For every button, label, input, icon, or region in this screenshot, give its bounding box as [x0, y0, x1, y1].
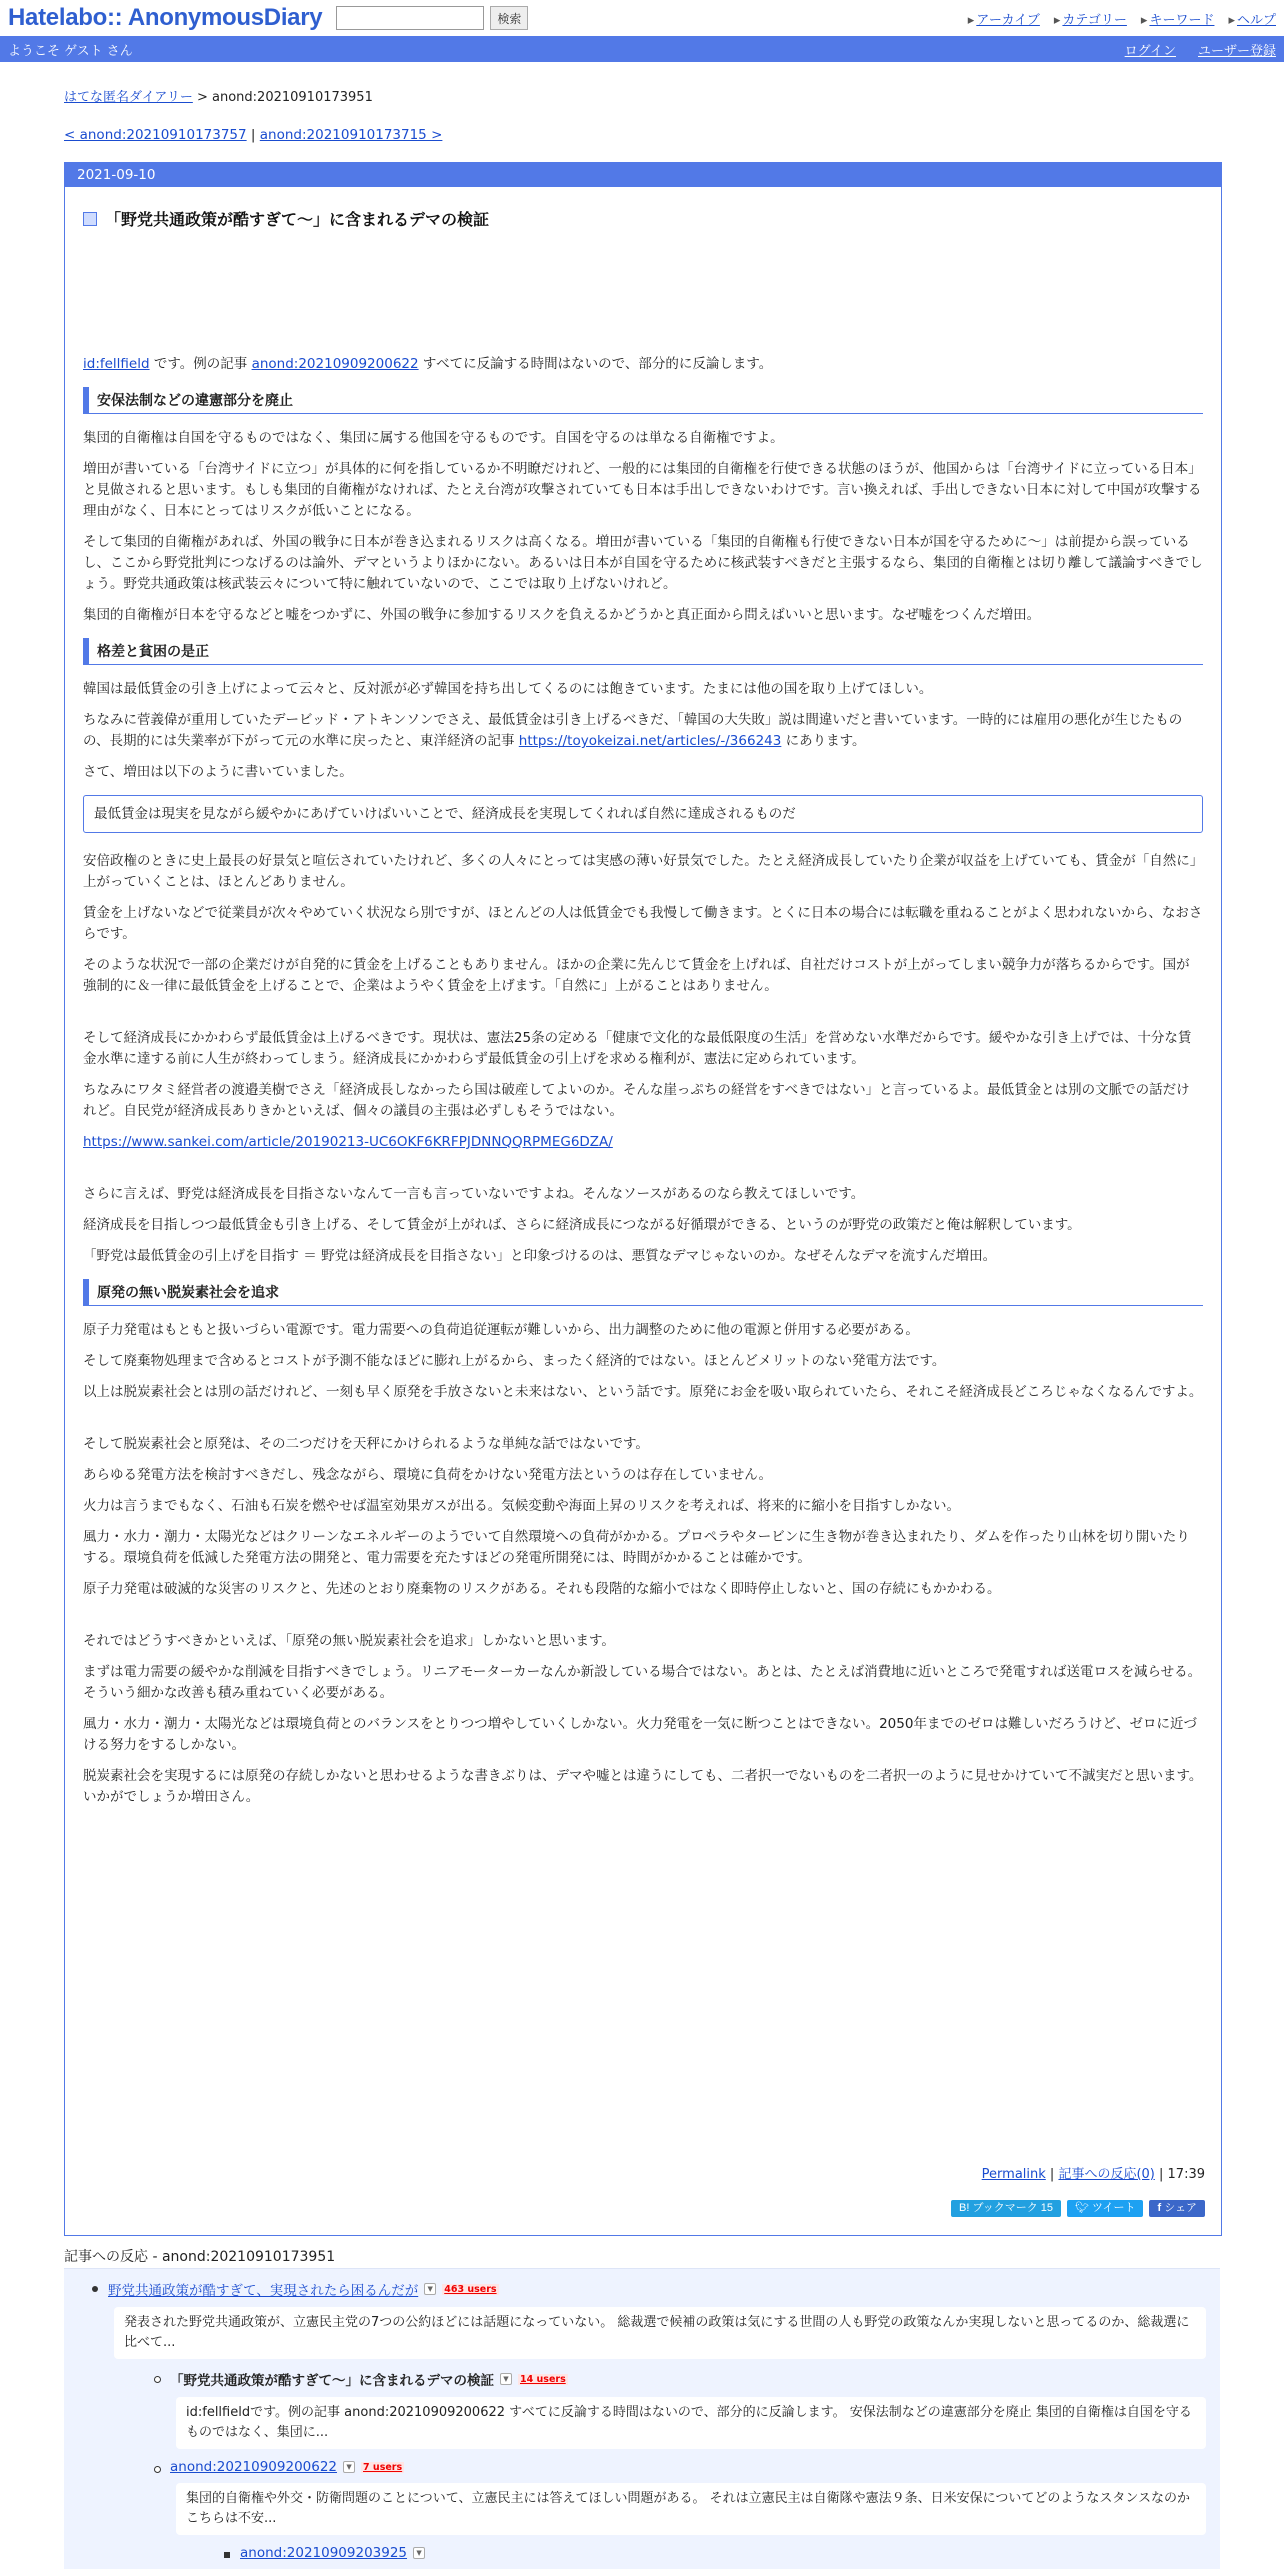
- chevron-down-icon[interactable]: ▼: [500, 2373, 512, 2385]
- entry-date: 2021-09-10: [65, 163, 1221, 187]
- user-bar: [0, 36, 1284, 62]
- paragraph: まずは電力需要の緩やかな削減を目指すべきでしょう。リニアモーターカーなんか新設している場合ではない。あとは、たとえば消費地に近いところで発電すれば送電ロスを減らせる。そういう細かな改善も積み重ねていく必要がある。: [83, 1664, 1202, 1701]
- bookmark-users-badge[interactable]: 14 users: [520, 2373, 566, 2385]
- reaction-excerpt: 発表された野党共通政策が、立憲民主党の7つの公約ほどには話題になっていない。 総裁選で候補の政策は気にする世間の人も野党の政策なんか実現しないと思ってるのか、総裁選に比べて...: [114, 2307, 1206, 2359]
- reaction-title-link[interactable]: 野党共通政策が酷すぎて、実現されたら困るんだが: [108, 2283, 419, 2299]
- reactions-count-link[interactable]: 記事への反応(0): [1058, 2167, 1155, 2182]
- breadcrumb-home[interactable]: はてな匿名ダイアリー: [64, 90, 193, 105]
- nav-help[interactable]: ▸ ヘルプ: [1228, 9, 1276, 28]
- nav-archive[interactable]: ▸ アーカイブ: [968, 9, 1040, 28]
- paragraph: 集団的自衛権が日本を守るなどと嘘をつかずに、外国の戦争に参加するリスクを負えるかどうかと真正面から問えばいいと思います。なぜ嘘をつくんだ増田。: [83, 607, 1041, 623]
- search-input[interactable]: [336, 6, 484, 30]
- entry-box: [64, 162, 1222, 2236]
- reactions-panel: [64, 2268, 1220, 2569]
- top-nav: [968, 9, 1276, 28]
- paragraph: そして廃棄物処理まで含めるとコストが予測不能なほどに膨れ上がるから、まったく経済的ではない。ほとんどメリットのない発電方法です。: [83, 1353, 946, 1369]
- entry-pager: [64, 127, 1220, 143]
- paragraph: ちなみに菅義偉が重用していたデービッド・アトキンソンでさえ、最低賃金は引き上げるべきだ、「韓国の大失敗」説は間違いだと書いています。一時的には雇用の悪化が生じたものの、長期的には失業率が下がって元の水準に戻ったと、東洋経済の記事 https://toyokeizai.net/articles/-/366243 にあります。: [83, 712, 1183, 749]
- register-link[interactable]: ユーザー登録: [1197, 43, 1276, 59]
- hatena-bookmark-button[interactable]: B! ブックマーク 15: [951, 2200, 1061, 2217]
- next-entry-link[interactable]: anond:20210910173715 >: [259, 127, 443, 143]
- login-link[interactable]: ログイン: [1124, 43, 1176, 59]
- paragraph: ちなみにワタミ経営者の渡邉美樹でさえ「経済成長しなかったら国は破産してよいのか。そんな崖っぷちの経営をすべきではない」と言っているよ。最低賃金とは別の文脈での話だけれど。自民党が経済成長ありきかといえば、個々の議員の主張は必ずしもそうではない。: [83, 1082, 1190, 1119]
- breadcrumb: [64, 86, 1220, 105]
- referenced-entry-link[interactable]: anond:20210909200622: [251, 356, 419, 372]
- chevron-down-icon[interactable]: ▼: [343, 2461, 355, 2473]
- paragraph: そのような状況で一部の企業だけが自発的に賃金を上げることもありません。ほかの企業に先んじて賃金を上げれば、自社だけコストが上がってしまい競争力が落ちるからです。国が強制的に＆一律に最低賃金を上げることで、企業はようやく賃金を上げます。「自然に」上がることはありません。: [83, 957, 1190, 994]
- entry-title: [83, 207, 1203, 230]
- paragraph: 経済成長を目指しつつ最低賃金も引き上げる、そして賃金が上がれば、さらに経済成長につながる好循環ができる、というのが野党の政策だと俺は解釈しています。: [83, 1217, 1081, 1233]
- reaction-item: [126, 2459, 1220, 2561]
- bookmark-users-badge[interactable]: 7 users: [363, 2461, 403, 2473]
- paragraph: そして脱炭素社会と原発は、その二つだけを天秤にかけられるような単純な話ではないです。: [83, 1436, 649, 1452]
- paragraph: そして集団的自衛権があれば、外国の戦争に日本が巻き込まれるリスクは高くなる。増田が書いている「集団的自衛権も行使できない日本が国を守るために～」は前提から誤っているし、ここから野党批判につなげるのは論外、デマというよりほかにない。あるいは日本が自国を守るために核武装すべきだと主張するなら、集団的自衛権とは切り離して議論すべきでしょう。野党共通政策は核武装云々について特に触れていないので、ここでは取り上げないけれど。: [83, 534, 1203, 592]
- paragraph: そして経済成長にかかわらず最低賃金は上げるべきです。現状は、憲法25条の定める「健康で文化的な最低限度の生活」を営めない水準だからです。緩やかな引き上げでは、十分な賃金水準に達する前に人生が終わってしまう。経済成長にかかわらず最低賃金の引上げを求める権利が、憲法に定められています。: [83, 1030, 1192, 1067]
- toyokeizai-link[interactable]: https://toyokeizai.net/articles/-/366243: [518, 733, 782, 749]
- nav-keyword[interactable]: ▸ キーワード: [1141, 9, 1215, 28]
- tweet-button[interactable]: 🐦︎ ツイート: [1067, 2200, 1143, 2217]
- sankei-link[interactable]: https://www.sankei.com/article/20190213-UC6OKF6KRFPJDNNQQRPMEG6DZA/: [83, 1134, 613, 1150]
- twitter-icon: 🐦︎: [1075, 2202, 1093, 2214]
- entry-title-text: 「野党共通政策が酷すぎて～」に含まれるデマの検証: [105, 210, 490, 229]
- entry-body: [65, 207, 1221, 1808]
- section-heading: 安保法制などの違憲部分を廃止: [83, 387, 1203, 414]
- paragraph: [83, 1132, 1203, 1153]
- reaction-item: [64, 2279, 1220, 2561]
- entry-footer: Permalink | 記事への反応(0) | 17:39: [981, 2167, 1205, 2182]
- nav-category[interactable]: ▸ カテゴリー: [1054, 9, 1127, 28]
- paragraph: 脱炭素社会を実現するには原発の存続しかないと思わせるような書きぶりは、デマや嘘とは違うにしても、二者択一でないものを二者択一のように見せかけていて不誠実だと思います。いかがでしょうか増田さん。: [83, 1768, 1203, 1805]
- chevron-down-icon[interactable]: ▼: [424, 2283, 436, 2295]
- welcome-text: ようこそ ゲスト さん: [8, 43, 133, 59]
- reaction-excerpt: id:fellfieldです。例の記事 anond:20210909200622 すべてに反論する時間はないので、部分的に反論します。 安保法制などの違憲部分を廃止 集団的自衛権は自国を守るものではなく、集団に...: [176, 2397, 1206, 2449]
- paragraph: 韓国は最低賃金の引き上げによって云々と、反対派が必ず韓国を持ち出してくるのには飽きています。たまには他の国を取り上げてほしい。: [83, 681, 933, 697]
- top-header: [0, 0, 1284, 36]
- paragraph: 風力・水力・潮力・太陽光などは環境負荷とのバランスをとりつつ増やしていくしかない。火力発電を一気に断つことはできない。2050年までのゼロは難しいだろうけど、ゼロに近づける努力をするしかない。: [83, 1716, 1197, 1753]
- breadcrumb-current: anond:20210910173951: [212, 90, 373, 105]
- share-buttons: [951, 2200, 1205, 2217]
- pager-separator: |: [246, 127, 260, 143]
- author-link[interactable]: id:fellfield: [83, 356, 150, 372]
- paragraph: 火力は言うまでもなく、石油も石炭を燃やせば温室効果ガスが出る。気候変動や海面上昇のリスクを考えれば、将来的に縮小を目指すしかない。: [83, 1498, 960, 1514]
- intro-paragraph: id:fellfield です。例の記事 anond:20210909200622 すべてに反論する時間はないので、部分的に反論します。: [83, 356, 773, 372]
- paragraph: さらに言えば、野党は経済成長を目指さないなんて一言も言っていないですよね。そんなソースがあるのなら教えてほしいです。: [83, 1186, 865, 1202]
- paragraph: 原子力発電は破滅的な災害のリスクと、先述のとおり廃棄物のリスクがある。それも段階的な縮小ではなく即時停止しないと、国の存続にもかかわる。: [83, 1581, 1001, 1597]
- reaction-title-current: 「野党共通政策が酷すぎて～」に含まれるデマの検証: [170, 2373, 494, 2389]
- square-bullet-icon[interactable]: [83, 212, 97, 226]
- section-heading: 格差と貧困の是正: [83, 638, 1203, 665]
- paragraph: 安倍政権のときに史上最長の好景気と喧伝されていたけれど、多くの人々にとっては実感の薄い好景気でした。たとえ経済成長していたり企業が収益を上げていても、賃金が「自然に」上がっていくことは、ほとんどありません。: [83, 853, 1197, 890]
- facebook-share-button[interactable]: f シェア: [1149, 2200, 1205, 2217]
- blockquote: 最低賃金は現実を見ながら緩やかにあげていけばいいことで、経済成長を実現してくれれば自然に達成されるものだ: [83, 795, 1203, 833]
- permalink[interactable]: Permalink: [981, 2167, 1046, 2182]
- paragraph: さて、増田は以下のように書いていました。: [83, 764, 353, 780]
- paragraph: 増田が書いている「台湾サイドに立つ」が具体的に何を指しているか不明瞭だけれど、一般的には集団的自衛権を行使できる状態のほうが、他国からは「台湾サイドに立っている日本」と見做されると思います。もしも集団的自衛権がなければ、たとえ台湾が攻撃されていても日本は手出しできないわけです。言い換えれば、手出しできない日本に対して中国が攻撃する理由がなく、日本にとってはリスクが低いことになる。: [83, 461, 1202, 519]
- paragraph: 「野党は最低賃金の引上げを目指す ＝ 野党は経済成長を目指さない」と印象づけるのは、悪質なデマじゃないのか。なぜそんなデマを流すんだ増田。: [83, 1248, 997, 1264]
- paragraph: 風力・水力・潮力・太陽光などはクリーンなエネルギーのようでいて自然環境への負荷がかかる。プロペラやタービンに生き物が巻き込まれたり、ダムを作ったり山林を切り開いたりする。環境負荷を低減した発電方法の開発と、電力需要を充たすほどの発電所開発には、時間がかかることは確かです。: [83, 1529, 1190, 1566]
- bookmark-users-badge[interactable]: 463 users: [444, 2283, 497, 2295]
- reactions-title: 記事への反応 - anond:20210910173951: [64, 2249, 336, 2265]
- chevron-down-icon[interactable]: ▼: [413, 2547, 425, 2559]
- paragraph: 賃金を上げないなどで従業員が次々やめていく状況なら別ですが、ほとんどの人は低賃金でも我慢して働きます。とくに日本の場合には転職を重ねることがよく思われないから、なおさらです。: [83, 905, 1203, 942]
- entry-time: 17:39: [1167, 2167, 1205, 2182]
- reaction-item: [126, 2369, 1220, 2449]
- reaction-title-link[interactable]: anond:20210909203925: [240, 2545, 408, 2561]
- search-button[interactable]: 検索: [490, 6, 528, 30]
- paragraph: 以上は脱炭素社会とは別の話だけれど、一刻も早く原発を手放さないと未来はない、という話です。原発にお金を吸い取られていたら、それこそ経済成長どころじゃなくなるんですよ。: [83, 1384, 1203, 1400]
- reaction-item: [196, 2545, 1220, 2561]
- section-heading: 原発の無い脱炭素社会を追求: [83, 1279, 1203, 1306]
- facebook-icon: f: [1157, 2202, 1165, 2214]
- paragraph: それではどうすべきかといえば、「原発の無い脱炭素社会を追求」しかないと思います。: [83, 1633, 615, 1649]
- reaction-excerpt: 集団的自衛権や外交・防衛問題のことについて、立憲民主には答えてほしい問題がある。 それは立憲民主は自衛隊や憲法９条、日米安保についてどのようなスタンスなのかこちらは不安...: [176, 2483, 1206, 2535]
- reaction-title-link[interactable]: anond:20210909200622: [170, 2459, 338, 2475]
- breadcrumb-separator: >: [192, 90, 213, 105]
- site-logo[interactable]: Hatelabo:: AnonymousDiary: [8, 4, 323, 31]
- prev-entry-link[interactable]: < anond:20210910173757: [64, 127, 247, 143]
- paragraph: あらゆる発電方法を検討すべきだし、残念ながら、環境に負荷をかけない発電方法というのは存在していません。: [83, 1467, 773, 1483]
- paragraph: 原子力発電はもともと扱いづらい電源です。電力需要への負荷追従運転が難しいから、出力調整のために他の電源と併用する必要がある。: [83, 1322, 919, 1338]
- paragraph: 集団的自衛権は自国を守るものではなく、集団に属する他国を守るものです。自国を守るのは単なる自衛権ですよ。: [83, 430, 784, 446]
